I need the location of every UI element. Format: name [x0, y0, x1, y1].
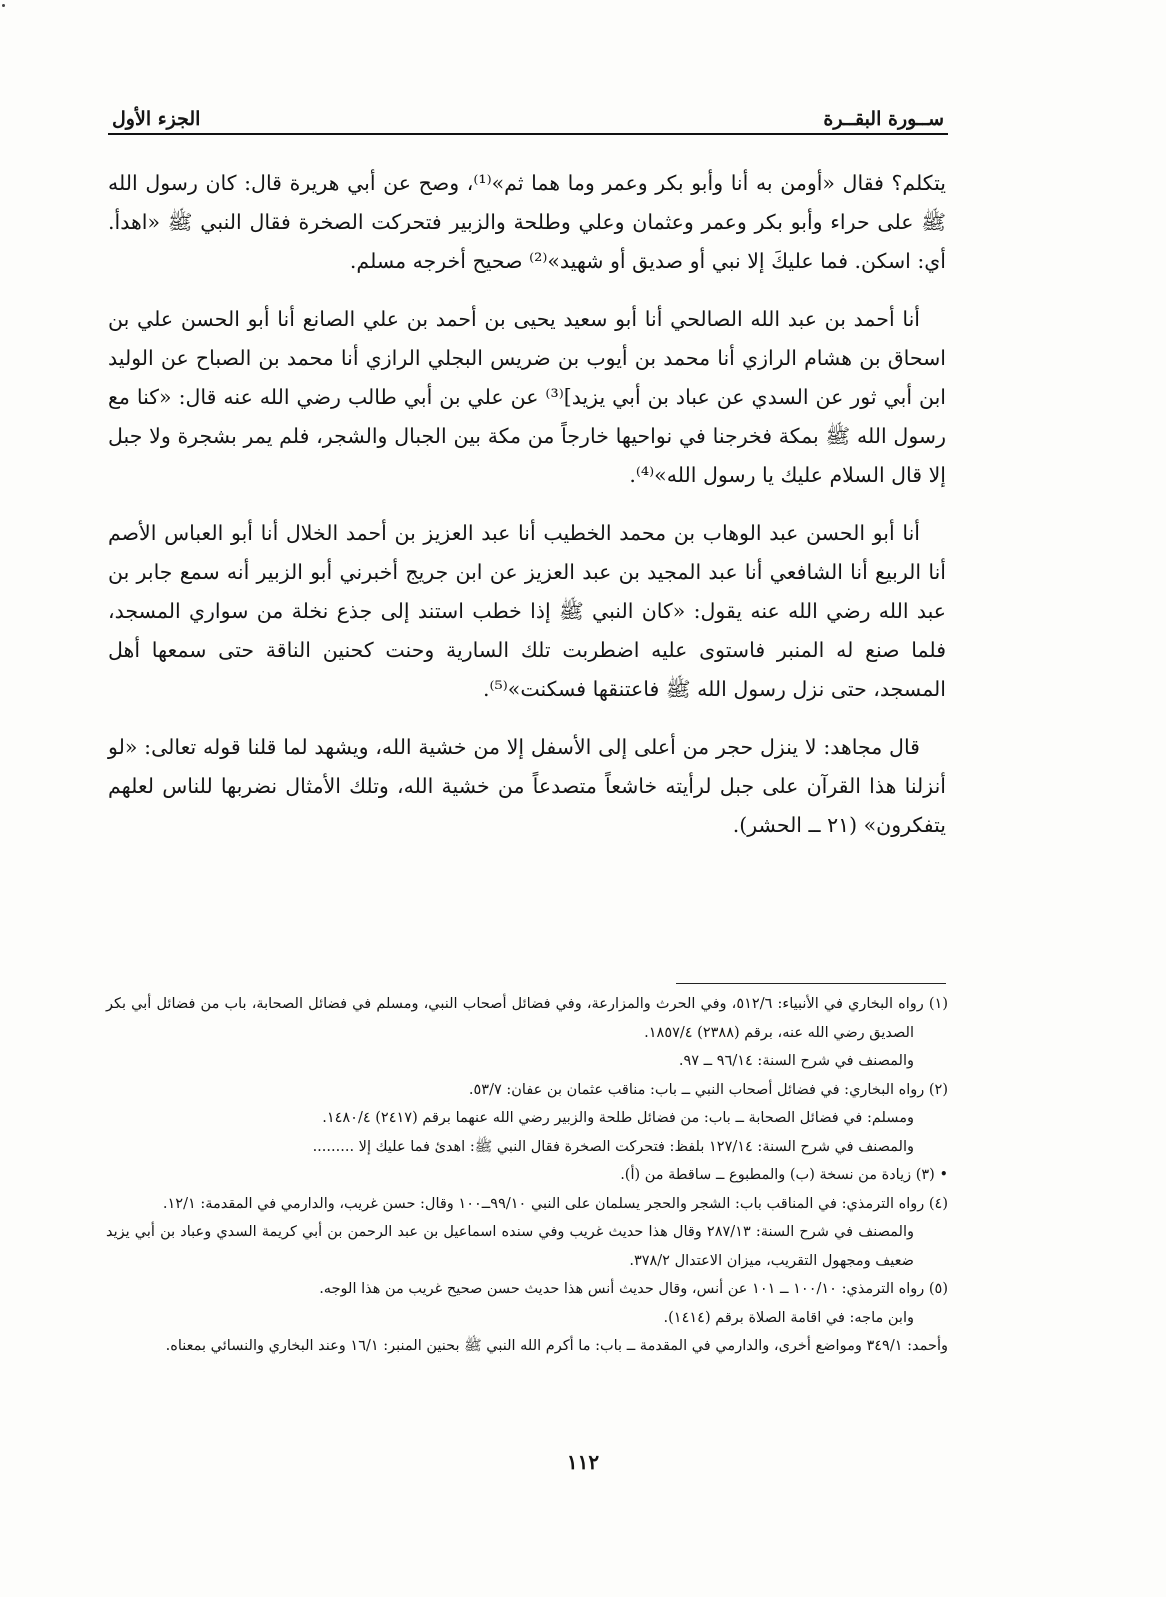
paragraph: أنا أحمد بن عبد الله الصالحي أنا أبو سعيد يحيى بن أحمد بن علي الصانع أنا أبو الحسن علي بن اسحاق بن هشام الرازي أنا محمد بن أيوب بن ضريس البجلي الرازي أنا محمد بن الصباح عن الوليد ابن أبي ثور عن السدي عن عباد بن أبي يزيد]⁽³⁾ عن علي بن أبي طالب رضي الله عنه قال: «كنا مع رسول الله ﷺ بمكة فخرجنا في نواحيها خارجاً من مكة بين الجبال والشجر، فلم يمر بشجرة ولا جبل إلا قال السلام عليك يا رسول الله»⁽⁴⁾.	[108, 307, 946, 487]
footnote: (٢) رواه البخاري: في فضائل أصحاب النبي ــ باب: مناقب عثمان بن عفان: ٥٣/٧.	[468, 1081, 948, 1098]
paragraph: قال مجاهد: لا ينزل حجر من أعلى إلى الأسفل إلا من خشية الله، ويشهد لما قلنا قوله تعالى: «لو أنزلنا هذا القرآن على جبل لرأيته خاشعاً متصدعاً من خشية الله، وتلك الأمثال نضربها للناس لعلهم يتفكرون» (٢١ ــ الحشر).	[108, 735, 946, 837]
footnote: (٤) رواه الترمذي: في المناقب باب: الشجر والحجر يسلمان على النبي ٩٩/١٠ــ١٠٠ وقال: حسن غريب، والدارمي في المقدمة: ١٢/١.	[162, 1195, 948, 1212]
footnote: (١) رواه البخاري في الأنبياء: ٥١٢/٦، وفي الحرث والمزارعة، وفي فضائل أصحاب النبي، ومسلم في فضائل الصحابة، باب من فضائل أبي بكر الصديق رضي الله عنه، برقم (٢٣٨٨) ١٨٥٧/٤.	[106, 996, 948, 1041]
footnote-continuation: والمصنف في شرح السنة: ١٢٧/١٤ بلفظ: فتحركت الصخرة فقال النبي ﷺ: اهدئ فما عليك إلا .........	[312, 1138, 914, 1155]
footnote-continuation: والمصنف في شرح السنة: ٩٦/١٤ ــ ٩٧.	[678, 1053, 914, 1069]
footnote: (٥) رواه الترمذي: ١٠٠/١٠ ــ ١٠١ عن أنس، وقال حديث أنس هذا حديث حسن صحيح غريب من هذا الوجه.	[319, 1281, 948, 1297]
header-rule	[108, 133, 948, 135]
page-number: ١١٢	[566, 1450, 600, 1474]
surah-title: ســورة البقــرة	[823, 108, 944, 130]
main-text	[108, 164, 946, 864]
part-title: الجزء الأول	[112, 108, 201, 130]
running-header	[112, 100, 944, 130]
footnote-continuation: وابن ماجه: في اقامة الصلاة برقم (١٤١٤).	[663, 1309, 914, 1326]
scan-speck	[2, 4, 5, 7]
footnote: • (٣) زيادة من نسخة (ب) والمطبوع ــ ساقطة من (أ).	[620, 1167, 948, 1183]
footnotes	[106, 990, 948, 1361]
footnote-continuation: ومسلم: في فضائل الصحابة ــ باب: من فضائل طلحة والزبير رضي الله عنهما برقم (٢٤١٧) ١٤٨٠/٤.	[322, 1110, 914, 1126]
footnote-rule	[676, 983, 946, 984]
paragraph: يتكلم؟ فقال «أومن به أنا وأبو بكر وعمر وما هما ثم»⁽¹⁾، وصح عن أبي هريرة قال: كان رسول الله ﷺ على حراء وأبو بكر وعمر وعثمان وعلي وطلحة والزبير فتحركت الصخرة فقال النبي ﷺ «اهدأ. أي: اسكن. فما عليكَ إلا نبي أو صديق أو شهيد»⁽²⁾ صحيح أخرجه مسلم.	[108, 171, 946, 273]
footnote-continuation: وأحمد: ٣٤٩/١ ومواضع أخرى، والدارمي في المقدمة ــ باب: ما أكرم الله النبي ﷺ بحنين المنبر: ١٦/١ وعند البخاري والنسائي بمعناه.	[165, 1338, 948, 1354]
paragraph: أنا أبو الحسن عبد الوهاب بن محمد الخطيب أنا عبد العزيز بن أحمد الخلال أنا أبو العباس الأصم أنا الربيع أنا الشافعي أنا عبد المجيد بن عبد العزيز عن ابن جريج أخبرني أبو الزبير أنه سمع جابر بن عبد الله رضي الله عنه يقول: «كان النبي ﷺ إذا خطب استند إلى جذع نخلة من سواري المسجد، فلما صنع له المنبر فاستوى عليه اضطربت تلك السارية وحنت كحنين الناقة حتى سمعها أهل المسجد، حتى نزل رسول الله ﷺ فاعتنقها فسكنت»⁽⁵⁾.	[108, 521, 946, 701]
footnote-continuation: والمصنف في شرح السنة: ٢٨٧/١٣ وقال هذا حديث غريب وفي سنده اسماعيل بن عبد الرحمن بن أبي كريمة السدي وعباد بن أبي يزيد ضعيف ومجهول التقريب، ميزان الاعتدال ٣٧٨/٢.	[106, 1224, 914, 1269]
